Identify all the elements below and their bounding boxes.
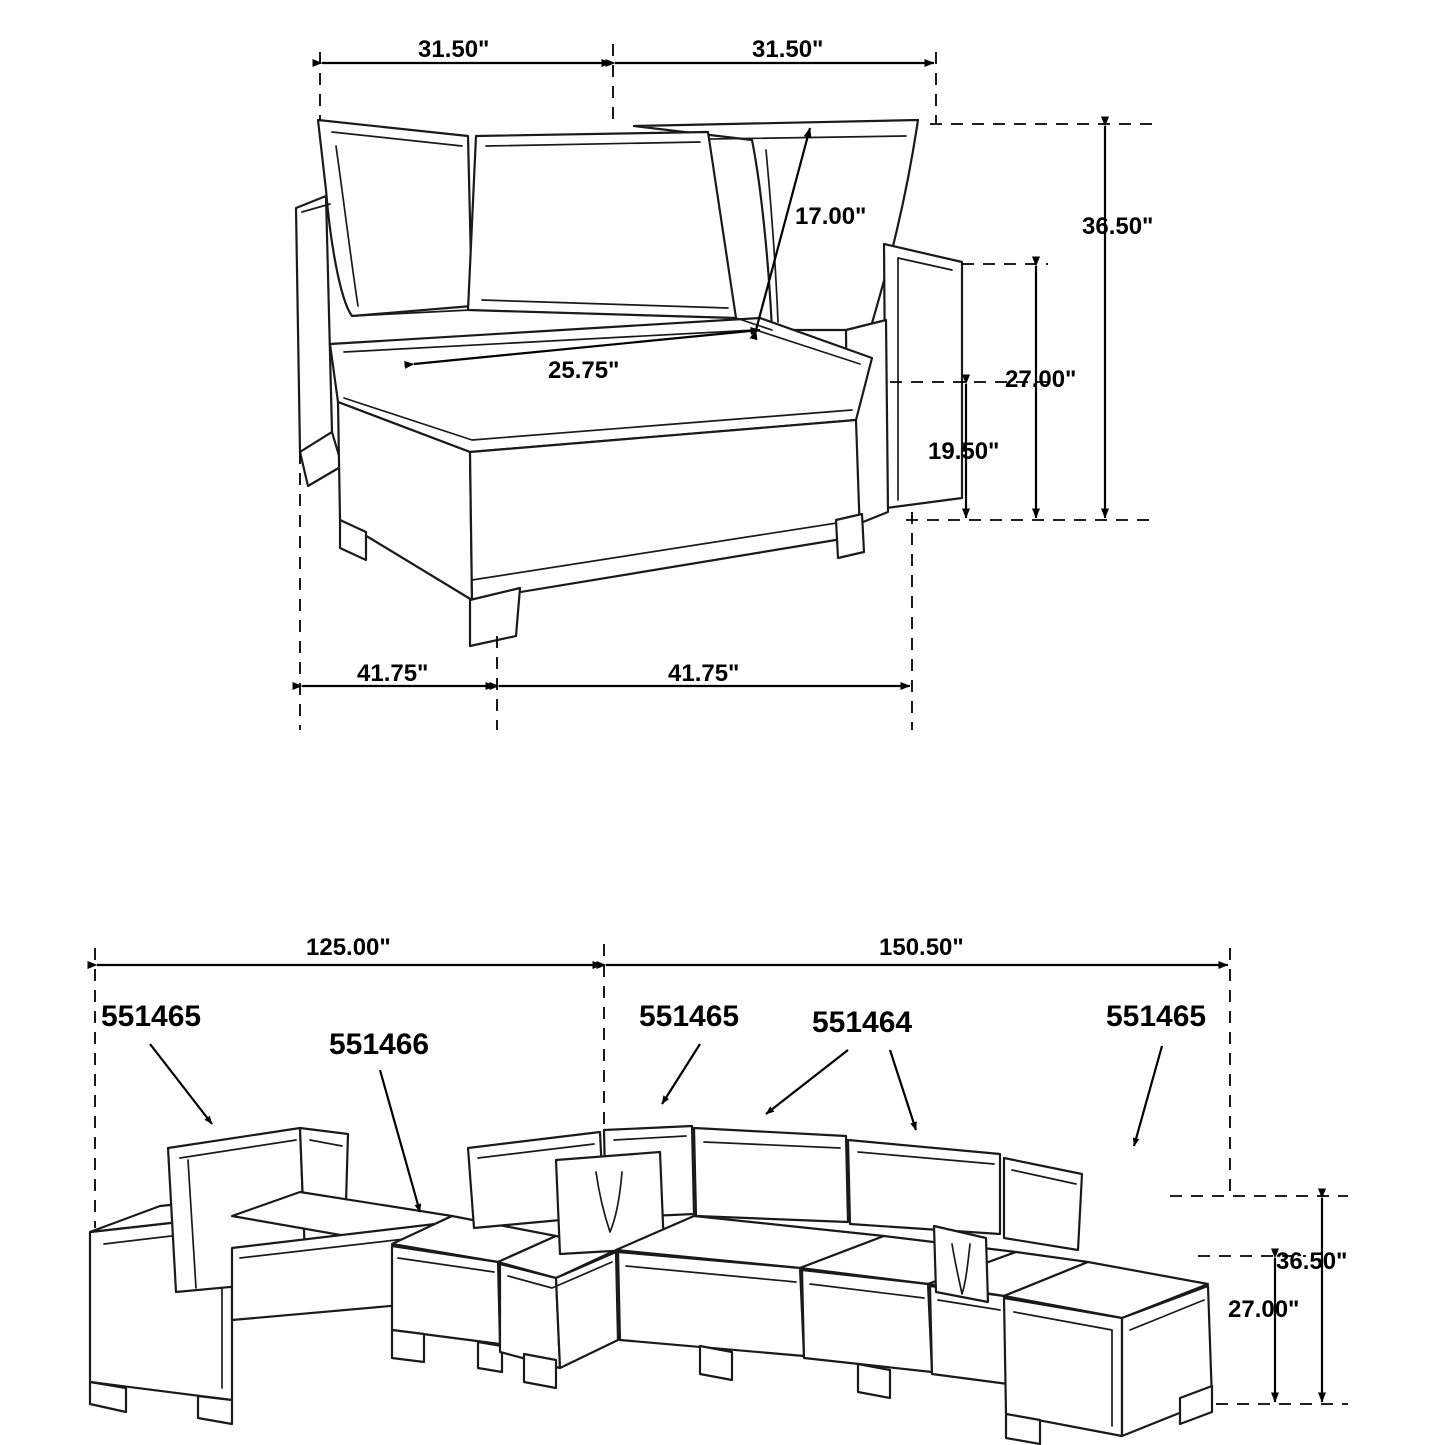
dim-label-overall-height-bottom: 36.50" [1276,1248,1348,1275]
dim-label-top-width-left: 31.50" [418,36,490,63]
dim-label-overall-height-top: 36.50" [1082,213,1154,240]
dim-top-widths [320,44,936,128]
dim-label-bottom-depth-right: 41.75" [668,660,740,687]
part-number-2: 551466 [329,1028,430,1061]
corner-module-illustration [296,120,962,646]
dim-label-arm-height-bottom: 27.00" [1228,1296,1300,1323]
part-number-5: 551465 [1106,1000,1207,1033]
sectional-illustration [90,1126,1212,1444]
dim-label-top-width-right: 31.50" [752,36,824,63]
part-number-3: 551465 [639,1000,740,1033]
part-number-4: 551464 [812,1006,913,1039]
part-number-1: 551465 [101,1000,202,1033]
dim-label-back-cushion-height: 17.00" [795,203,867,230]
dim-label-seat-height-top: 19.50" [928,438,1000,465]
dim-label-section-width-right: 150.50" [879,934,964,961]
dim-label-section-width-left: 125.00" [306,934,391,961]
dim-label-arm-height-top: 27.00" [1005,366,1077,393]
dim-label-bottom-depth-left: 41.75" [357,660,429,687]
dim-label-seat-depth: 25.75" [548,357,620,384]
